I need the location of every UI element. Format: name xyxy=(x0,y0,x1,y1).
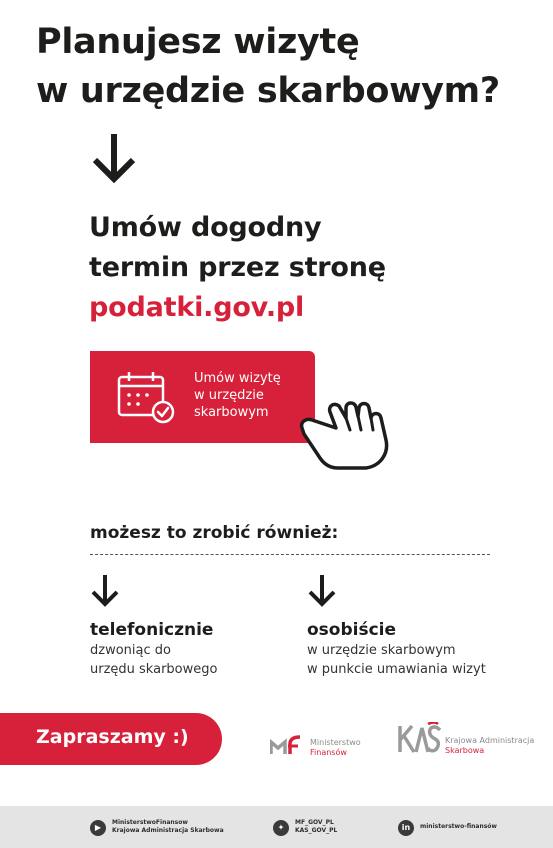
mf-logo-mark-icon xyxy=(270,734,308,756)
mf-logo-line-1: Ministerstwo xyxy=(310,738,361,747)
option-phone-desc-line-1: dzwoniąc do xyxy=(90,643,171,658)
ministerstwo-finansow-logo xyxy=(270,728,370,760)
arrow-down-icon xyxy=(90,574,120,608)
kas-logo xyxy=(398,722,548,758)
book-visit-button[interactable] xyxy=(90,351,315,443)
website-link[interactable]: podatki.gov.pl xyxy=(89,292,305,323)
kas-logo-mark-icon xyxy=(398,722,442,756)
footer-twitter-line-2: KAS_GOV_PL xyxy=(295,827,338,834)
linkedin-icon: in xyxy=(398,820,414,836)
title-line-2: w urzędzie skarbowym? xyxy=(36,71,500,111)
appointment-line-2: termin przez stronę xyxy=(89,252,386,283)
option-in-person-desc-line-2: w punkcie umawiania wizyt xyxy=(307,662,486,677)
dashed-divider xyxy=(90,554,490,555)
footer-twitter[interactable] xyxy=(273,818,363,838)
alternatives-heading: możesz to zrobić również: xyxy=(90,523,339,543)
book-visit-label-line-3: skarbowym xyxy=(194,405,269,420)
option-phone-desc-line-2: urzędu skarbowego xyxy=(90,662,218,677)
calendar-check-icon xyxy=(116,371,176,425)
book-visit-label-line-1: Umów wizytę xyxy=(194,371,281,386)
youtube-icon: ▶ xyxy=(90,820,106,836)
mf-logo-line-2: Finansów xyxy=(310,748,347,757)
arrow-down-icon xyxy=(307,574,337,608)
footer-linkedin-line-1: ministerstwo-finansów xyxy=(420,823,497,830)
option-in-person-title: osobiście xyxy=(307,620,397,640)
footer xyxy=(0,806,553,848)
book-visit-label-line-2: w urzędzie xyxy=(194,388,264,403)
footer-linkedin[interactable] xyxy=(398,818,518,838)
kas-logo-line-2: Skarbowa xyxy=(445,746,485,755)
title-line-1: Planujesz wizytę xyxy=(36,22,360,62)
invite-banner xyxy=(0,713,222,765)
footer-youtube-line-1: MinisterstwoFinansow xyxy=(112,819,188,826)
invite-label: Zapraszamy :) xyxy=(36,726,189,748)
footer-youtube[interactable] xyxy=(90,818,240,838)
option-in-person-desc-line-1: w urzędzie skarbowym xyxy=(307,643,456,658)
kas-logo-line-1: Krajowa Administracja xyxy=(445,736,535,745)
arrow-down-icon xyxy=(90,132,138,184)
footer-twitter-line-1: MF_GOV_PL xyxy=(295,819,334,826)
hand-pointer-icon xyxy=(296,388,396,472)
appointment-line-1: Umów dogodny xyxy=(89,212,322,243)
twitter-icon: ✦ xyxy=(273,820,289,836)
footer-youtube-line-2: Krajowa Administracja Skarbowa xyxy=(112,827,224,834)
option-in-person-description xyxy=(307,641,486,679)
page-title xyxy=(36,18,546,116)
option-phone-description xyxy=(90,641,217,679)
option-phone-title: telefonicznie xyxy=(90,620,214,640)
appointment-text xyxy=(89,208,509,328)
